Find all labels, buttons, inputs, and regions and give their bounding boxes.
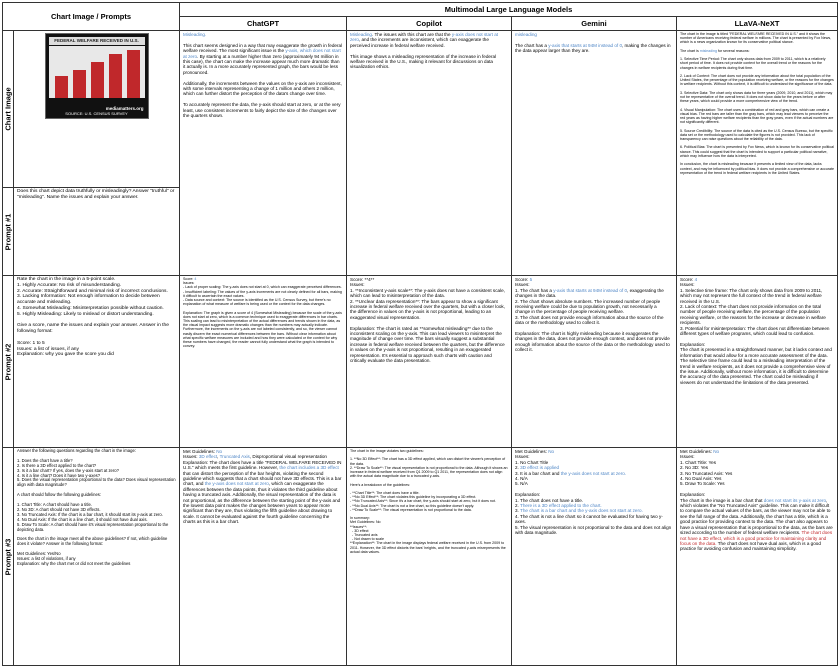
p3-chatgpt-exp-a: Explanation: The chart does have a title "FEDERAL WELFARE RECEIVED IN U.S." which meets the first guideline. However,	[183, 459, 343, 471]
p1-chatgpt-text-a: This chart seems designed in a way that may exaggerate the growth in federal welfare received. The most significant issue is the	[183, 42, 344, 54]
row-label-prompt-2: Prompt #2	[3, 276, 14, 448]
p3-gemini-issues-45: 4. N/A 5. N/A Explanation: 1. The chart does not have a title. 2.	[515, 476, 584, 509]
p1-chatgpt-highlight: y-axis, which does not start at zero	[183, 48, 342, 59]
p3-copilot-body: The chart in the image violates two guidelines: 1. **No 3D Effect**: The chart has a 3D effect applied, which can distort the viewer's perception of the data. 2. **Draw To Scale**: The visual representation is not proportional to the data. Although it shows an increase in federal welfare received from Q1 2009 to Q1 2011, the representation does not align with the actual data magnitude due to a truncated y-axis. Here's a breakdown of the guidelines: - **Chart Title**: The chart does have a title. - **No 3D Effect**: The chart violates this guideline by incorporating a 3D effect. - **No Truncated Axis**: Since it's a bar chart, the y-axis should start at zero, but it does not. - **No Dual Axis**: The chart is not a line chart, so this guideline doesn't apply. - **Draw To Scale**: The visual representation is not proportional to the data. In summary: Met Guidelines: No **Issues**: - 3D effect - Truncated axis - Not drawn to scale **Explanation**: The chart in the image displays federal welfare received in the U.S. from 2009 to 2011. However, the 3D effect distorts the bars' heights, and the truncated y-axis misrepresents the actual data values.	[350, 449, 508, 554]
p2-gemini-highlight: y-axis that starts at 94M instead of 0	[553, 287, 628, 293]
p3-gemini-cell	[512, 448, 677, 666]
p3-chatgpt-issue-3: , Disproportional visual representation	[249, 454, 327, 460]
p1-llava-text-a: The chart in the image is titled "FEDERAL WELFARE RECEIVED IN U.S." and it shows the number of Americans receiving federal welfare in millions. The chart is presented by Fox News, which is a news organization known for its conservative political stance. The chart is	[680, 32, 832, 53]
p1-gemini-text-c: , making the changes in the data appear larger than they are.	[515, 42, 672, 54]
p3-gemini-exp-3b: The chart is a bar chart and the y-axis does not start at zero.	[520, 508, 643, 514]
p2-chatgpt-score: 4	[194, 277, 197, 281]
row-label-chart-image: Chart Image	[3, 31, 14, 188]
p3-chatgpt-sep: ,	[217, 454, 220, 460]
p1-copilot-text-c: , and the increments are inconsistent, which can exaggerate the perceived increase in federal welfare received. This image shows a misleading representation of the increase in federal welfare received in the U.S., making it relevant for discussions on data visualization ethics.	[350, 37, 497, 70]
p2-gemini-issues: Issues: 1. The chart has a	[515, 282, 552, 293]
chart-thumbnail	[45, 33, 149, 119]
p2-llava-score: 4	[694, 277, 698, 282]
p3-gemini-no: No	[548, 449, 555, 454]
p3-gemini-issue-2: 3D effect is applied	[520, 465, 560, 471]
chart-thumbnail-title: FEDERAL WELFARE RECEIVED IN U.S.	[49, 37, 145, 45]
p3-chatgpt-met: Met Guidelines:	[183, 449, 217, 454]
prompt-1-text: Does this chart depict data truthfully or misleadingly? Answer "truthful" or "misleading". Name the issues and explain your answer.	[17, 189, 176, 200]
p1-copilot-cell	[347, 31, 512, 276]
p3-gemini-issue-3a: 3. It is a bar chart and	[515, 470, 560, 476]
p1-chatgpt-cell	[180, 31, 347, 276]
p3-chatgpt-cell	[180, 448, 347, 666]
prompt-3-cell	[14, 448, 180, 666]
p3-chatgpt-issue-1: 3D effect	[198, 454, 218, 460]
p1-copilot-text-a: . The issues with this chart are that the	[371, 32, 452, 37]
prompt-3-text: Answer the following questions regarding the chart in the image: 1. Does the chart have a title? 2. Is there a 3D effect applied to the chart? 3. Is it a bar chart? If yes, does the y-axis start at zero? 4. Is it a line chart? Does it have two y-axes? 5. Does the visual representation proportional to the data? Does visual representation align with data magnitude? A chart should follow the following guidelines: 1. Chart Title: A chart should have a title. 2. No 3D: A chart should not have 3D effects. 3. No Truncated Axis: If the chart is a bar chart, it should start its y-axis at zero. 4. No Dual Axis: If the chart is a line chart, it should not have dual axis. 5. Draw To Scale: A chart should have it's visual representation proportional to the depicting data. Does the chart in the image meet all the above guidelines? If not, which guideline does it violate? Answer in the following format: Met Guidelines: Yes/No Issues: a list of violations, if any Explanation: why the chart met or did not meet the guidelines	[17, 448, 176, 566]
model-header-copilot: Copilot	[347, 17, 512, 31]
p2-copilot-body: Score: **4** Issues: 1. **Inconsistent y-axis scale**: The y-axis does not have a consistent scale, which can lead to misinterpretation of the data. 2. **Unclear data representation**: The bars appear to show a significant increase in federal welfare received over the quarters, but with a closer look, the difference in values on the y-axis is not proportional, leading to an exaggerated visual representation. Explanation: The chart is rated as **somewhat misleading** due to the inconsistent scaling on the y-axis. This can lead viewers to misinterpret the magnitude of change over time. The bars visually suggest a substantial increase in federal welfare received between the quarters, but the difference in values on the y-axis is not proportional, resulting in an exaggerated representation. It's essential to approach such charts with caution and critically evaluate the data presentation.	[350, 277, 505, 364]
p3-llava-cell	[677, 448, 838, 666]
row-label-prompt-3: Prompt #3	[3, 448, 14, 666]
bar-4	[109, 54, 122, 98]
p3-chatgpt-issues: Issues:	[183, 454, 199, 460]
prompts-column-header: Chart Image / Prompts	[3, 3, 180, 31]
models-group-header: Multimodal Large Language Models	[180, 3, 838, 17]
comparison-table	[2, 2, 837, 575]
chart-image-cell	[14, 31, 180, 188]
p3-gemini-issues: Issues: 1. No Chart Title 2.	[515, 454, 549, 471]
model-header-chatgpt: ChatGPT	[180, 17, 347, 31]
p3-chatgpt-exp-d: the y-axis does not start at zero	[204, 481, 269, 487]
p1-copilot-highlight: y-axis does not start at zero	[350, 32, 500, 43]
p3-llava-no: No	[713, 449, 720, 454]
p2-gemini-text-c: , exaggerating the changes in the data. 2. The chart shows absolute numbers. The increased number of people receiving welfare could be due to population growth, not necessarily a change in the percentage of people receiving welfare. 3. The chart does not provide enough information about the source of the data or the methodology used to collect it. Explanation: The chart is highly misleading because it exaggerates the changes in the data, does not provide enough context, and does not provide enough information about the source of the data or the methodology used to collect it.	[515, 287, 670, 353]
p3-gemini-exp-45: 4. The chart is not a line chart so it cannot be evaluated for having two y-axes. 5. The visual representation is not proportional to the data and does not align with data magnitude.	[515, 513, 672, 536]
bar-2	[73, 70, 86, 98]
bar-5	[127, 50, 140, 98]
p1-gemini-text-a: The chart has a	[515, 42, 549, 48]
brand-logo: mediamatters.org	[105, 106, 144, 111]
p3-gemini-exp-2: There is a 3D effect applied to the chart.	[520, 503, 602, 509]
p2-gemini-score-label: Score:	[515, 277, 530, 282]
p3-llava-body-e: The chart does not have dual axis, which is a good practice for avoiding confusion and maintaining simplicity.	[680, 540, 823, 552]
p2-llava-score-label: Score:	[680, 277, 695, 282]
p3-llava-highlight-1: does not start its y-axis at zero	[763, 497, 827, 503]
p2-llava-body: Issues: 1. Selective time frame: The chart only shows data from 2009 to 2011, which may not represent the full context of the trend in federal welfare received in the U.S. 2. Lack of context: The chart does not provide information on the total number of people receiving welfare, the percentage of the population receiving welfare, or the reasons for the increase or decrease in welfare recipients. 3. Potential for misinterpretation: The chart does not differentiate between different types of welfare programs, which could lead to confusion. Explanation: The chart is presented in a straightforward manner, but it lacks context and information that would allow for a more accurate assessment of the data. The selective time frame could lead to a misleading interpretation of the trend in welfare recipients, as it does not provide a comprehensive view of the issue. Additionally, without more information, it is difficult to determine the accuracy of the data presented. The chart could be misleading if viewers do not understand the limitations of the data presented.	[680, 282, 832, 385]
chart-thumbnail-bars	[49, 46, 145, 98]
row-label-prompt-1: Prompt #1	[3, 188, 14, 276]
p3-gemini-exp-3a: 3.	[515, 508, 519, 514]
model-header-llava: LLaVA-NeXT	[677, 17, 838, 31]
p3-chatgpt-exp-b: the chart includes a 3D effect	[279, 465, 339, 471]
chart-thumbnail-source: SOURCE: U.S. CENSUS SURVEY	[65, 111, 128, 116]
p3-chatgpt-no: No	[216, 449, 223, 454]
p2-chatgpt-score-label: Score:	[183, 277, 195, 281]
p2-gemini-score: 5	[529, 277, 533, 282]
p3-llava-met: Met Guidelines:	[680, 449, 714, 454]
prompt-1-cell	[14, 188, 180, 276]
p1-chatgpt-text-c: . By starting at a number higher than zero (approximately 94 million in this case), the chart can make the increase appear much more dramatic than it actually is. In a more accurately represented graph, the bars would be less pronounced. Additionally, the increments between the values on the y-axis are inconsistent, with some intervals representing a change of 1 million and others 2 million, which can further distort the perception of the data's change over time. To accurately represent the data, the y-axis should start at zero, or at the very least, use consistent increments to fairly depict the size of the changes over the quarters shown.	[183, 53, 342, 119]
p3-gemini-issue-3b: the y-axis does not start at zero.	[560, 470, 627, 476]
p3-gemini-met: Met Guidelines:	[515, 449, 549, 454]
p1-llava-highlight: misleading	[699, 48, 717, 53]
p3-chatgpt-exp-c: that can distort the perception of the bar heights, violating the second guideline which suggests that a chart should not have 3D effects. This is a bar chart, and	[183, 465, 343, 487]
p1-chatgpt-verdict: Misleading.	[183, 32, 207, 37]
model-header-gemini: Gemini	[512, 17, 677, 31]
p1-gemini-verdict: misleading	[515, 32, 537, 37]
bar-3	[91, 62, 104, 98]
p2-gemini-cell	[512, 276, 677, 448]
prompt-2-text: Rate the chart in the image in a 5-point scale. 1. Highly Accurate: No risk of misunderstanding. 2. Accurate: Straightforward and minimal risk of incorrect conclusions. 3. Lacking Information: Not enough information to decide between accurate and misleading. 4. Somewhat Misleading: Misinterpretation possible without caution. 5. Highly Misleading: Likely to mislead or distort understanding. Give a score, name the issues and explain your answer. Answer in the following format: Score: 1 to 5 Issues: a list of issues, if any Explanation: why you gave the score you did	[17, 277, 169, 358]
p2-llava-cell	[677, 276, 838, 448]
p1-copilot-verdict: Misleading	[350, 32, 372, 37]
prompt-2-cell	[14, 276, 180, 448]
p3-chatgpt-issue-2: Truncated Axis	[219, 454, 250, 460]
p1-gemini-cell	[512, 31, 677, 276]
bar-1	[55, 76, 68, 98]
p3-chatgpt-exp-e: , which can exaggerate the differences between the data points, thus it violates the third guideline about having a truncated axis. Additionally, the visual representation of the data is not proportional, as the difference between the starting point of the y-axis and the lowest data point makes the changes between years to appear more significant than they are, thus violating the fifth guideline about drawing to scale. It cannot be evaluated against the fourth guideline concerning the charts as this is a bar chart.	[183, 481, 342, 525]
chart-thumbnail-plot	[49, 46, 145, 98]
p3-llava-body-c: , which violates the "No Truncated Axis" guideline. This can make it difficult to compare the actual values of the bars, as the viewer may not be able to see the full range of the data. Additionally, the chart has a title, which is a good practice for providing context to the data. The chart also appears to have a visual representation that is proportional to the data, as the bars are sized according to the number of federal welfare recipients.	[680, 497, 834, 536]
p1-llava-cell	[677, 31, 838, 276]
p1-llava-text-c: for several reasons: 1. Selective Time Period: The chart only shows data from 2009 to 2011, which is a relatively short period of time. It does not provide context for the overall trend or the reasons for the changes in welfare recipients during that time. 2. Lack of Context: The chart does not provide any information about the total population of the United States, the percentage of the population receiving welfare, or the reasons for the changes in welfare recipients. Without this context, it is difficult to understand the significance of the data. 3. Selective Data: The chart only shows data for three years (2009, 2010, and 2011), which may not be representative of the overall trend. It does not show data for the years before or after these years, which could provide a more comprehensive view of the trend. 4. Visual Manipulation: The chart uses a combination of red and gray bars, which can create a visual bias. The red bars are taller than the gray bars, which may lead viewers to perceive the red years as having higher welfare recipients than the gray years, even if the actual numbers are not significantly different. 5. Source Credibility: The source of the data is cited as the U.S. Census Bureau, but the specific data set or the methodology used to calculate the figures is not provided. This lack of transparency can raise questions about the reliability of the data. 6. Political Bias: The chart is presented by Fox News, which is known for its conservative political stance. This could suggest that the chart is intended to support a particular political narrative, which may influence how the data is interpreted. In conclusion, the chart is misleading because it presents a limited view of the data, lacks context, and may be influenced by political bias. It does not provide a comprehensive or accurate representation of the trend in federal welfare recipients in the United States.	[680, 48, 835, 175]
p1-gemini-highlight: y-axis that starts at 94M instead of 0	[548, 42, 622, 48]
p2-chatgpt-cell	[180, 276, 347, 448]
p3-llava-body-a: Issues: 1. Chart Title: Yes 2. No 3D: Yes 3. No Truncated Axis: Yes 4. No Dual Axis: Yes 5. Draw To Scale: Yes Explanation: The chart in the image is a bar chart that	[680, 454, 763, 503]
p3-copilot-cell	[347, 448, 512, 666]
p2-chatgpt-body: Issues: - Lack of proper scaling: The y-axis does not start at 0, which can exaggerate perceived differences. - Insufficient labeling: The values of the y-axis increments are not clearly defined for all bars, making it difficult to ascertain the exact values. - Data source and context: The source is identified as the U.S. Census Survey, but there's no explanation of what measure of welfare is being used or the context for the data changes. Explanation: The graph is given a score of 4 (Somewhat Misleading) because the scale of the y-axis does not start at zero, which is a common technique used to exaggerate differences in bar charts. This scaling can lead to misinterpretation of the actual differences and trends shown in the data, as the visual impact suggests more dramatic changes than the numbers may actually indicate. Furthermore, the increments on the y-axis are not labeled consistently, and so, the viewer cannot easily discern the exact numerical differences between the bars. Without clear information about what specific welfare measures are included and how they were calculated or the context for why these numbers have changed, the reader cannot fully understand what the graph is intended to convey.	[183, 281, 342, 349]
p2-copilot-cell	[347, 276, 512, 448]
p3-llava-highlight-2: The chart does not have a 3D effect, which is a good practice for maintaining clarity and focus on the data.	[680, 530, 834, 546]
